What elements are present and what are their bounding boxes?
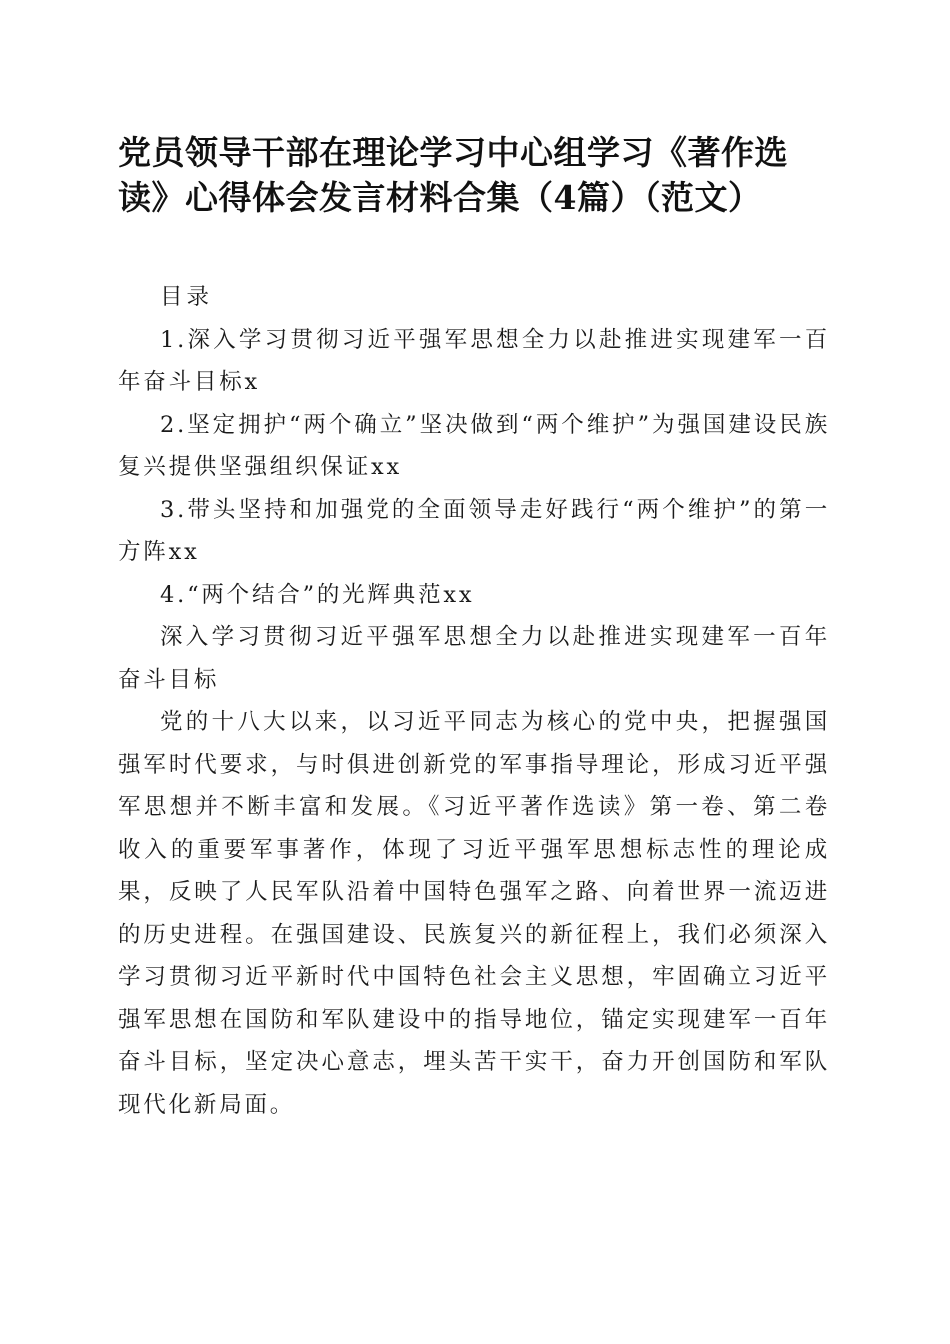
toc-item-2: 2.坚定拥护“两个确立”坚决做到“两个维护”为强国建设民族复兴提供坚强组织保证xx: [118, 411, 830, 480]
body-paragraph: 党的十八大以来，以习近平同志为核心的党中央，把握强国强军时代要求，与时俱进创新党的军事指导理论，形成习近平强军思想并不断丰富和发展。《习近平著作选读》第一卷、第二卷收入的重要军事著作，体现了习近平强军思想标志性的理论成果，反映了人民军队沿着中国特色强军之路、向着世界一流迈进的历史进程。在强国建设、民族复兴的新征程上，我们必须深入学习贯彻习近平新时代中国特色社会主义思想，牢固确立习近平强军思想在国防和军队建设中的指导地位，锚定实现建军一百年奋斗目标，坚定决心意志，埋头苦干实干，奋力开创国防和军队现代化新局面。: [118, 709, 830, 1118]
toc-item-3: 3.带头坚持和加强党的全面领导走好践行“两个维护”的第一方阵xx: [118, 496, 830, 565]
section-heading: 深入学习贯彻习近平强军思想全力以赴推进实现建军一百年奋斗目标: [118, 624, 830, 693]
toc-item-4: 4.“两个结合”的光辉典范xx: [160, 581, 475, 608]
toc-item-1: 1.深入学习贯彻习近平强军思想全力以赴推进实现建军一百年奋斗目标x: [118, 326, 830, 395]
toc-label: 目录: [160, 284, 214, 310]
document-title: 党员领导干部在理论学习中心组学习《著作选读》心得体会发言材料合集（4篇）（范文）: [118, 133, 788, 217]
document-body: [118, 276, 830, 1126]
